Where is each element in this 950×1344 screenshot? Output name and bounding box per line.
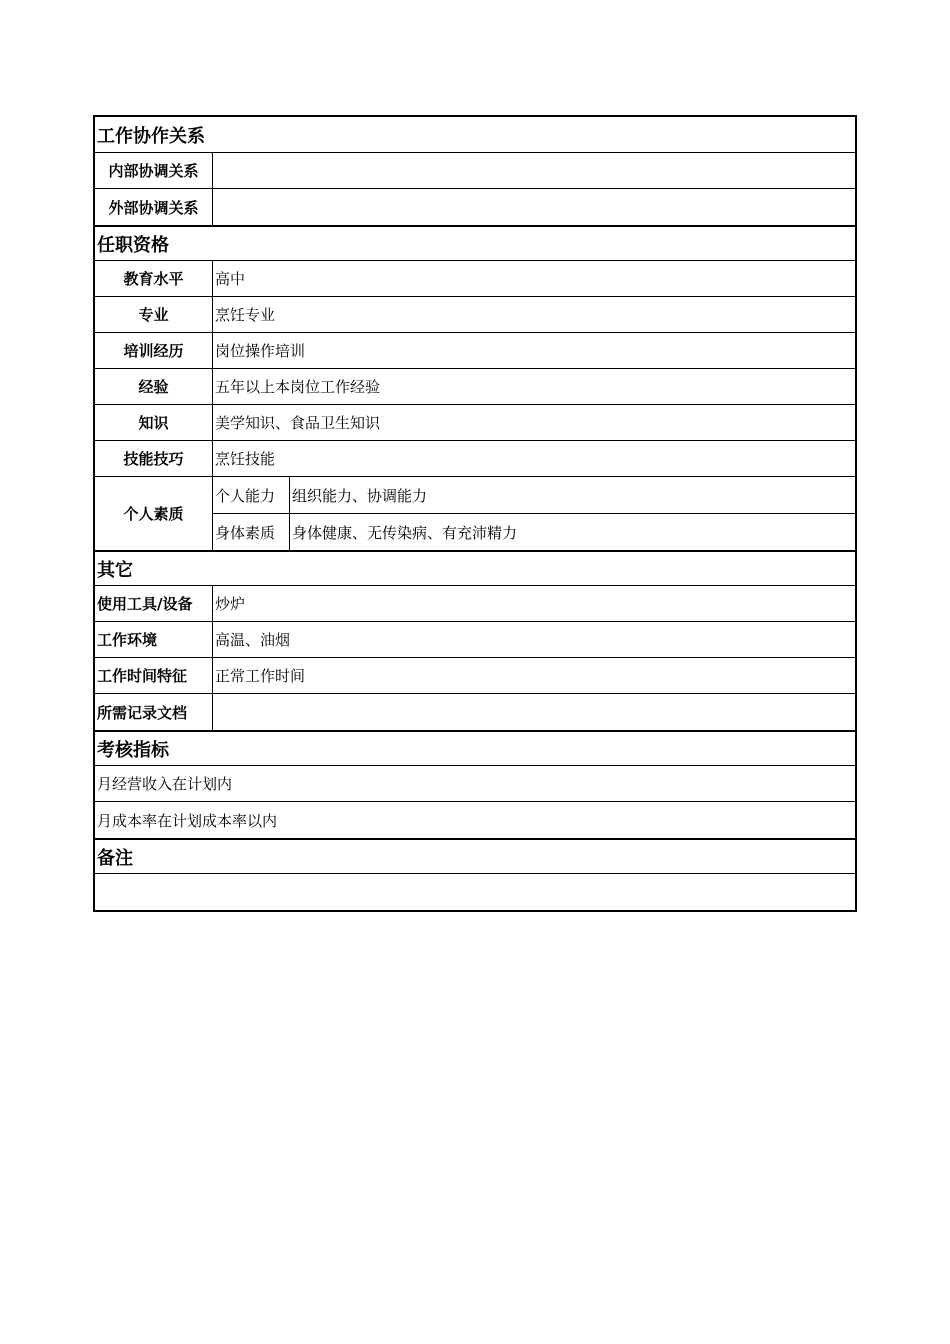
table-row (95, 622, 855, 658)
job-description-form (93, 115, 857, 912)
row-value: 高中 (215, 270, 246, 288)
row-value (213, 694, 855, 730)
personal-subrow (213, 477, 855, 513)
row-value: 烹饪技能 (215, 450, 276, 468)
row-label: 外部协调关系 (95, 189, 213, 225)
remarks-value (95, 874, 855, 910)
kpi-text: 月成本率在计划成本率以内 (97, 811, 278, 830)
row-label: 使用工具/设备 (95, 586, 213, 621)
personal-subrow-value: 组织能力、协调能力 (292, 486, 428, 505)
table-row (95, 405, 855, 441)
row-label: 技能技巧 (95, 441, 213, 476)
row-value: 高温、油烟 (215, 631, 291, 649)
row-label: 知识 (95, 405, 213, 440)
section-title-other: 其它 (95, 550, 855, 586)
row-label: 工作时间特征 (95, 658, 213, 693)
kpi-item (95, 766, 855, 802)
personal-subrow (213, 513, 855, 550)
kpi-text: 月经营收入在计划内 (97, 775, 233, 793)
kpi-item (95, 802, 855, 838)
table-row (95, 297, 855, 333)
section-title-qualifications: 任职资格 (95, 225, 855, 261)
section-title-cooperation: 工作协作关系 (95, 117, 855, 153)
section-title-remarks: 备注 (95, 838, 855, 874)
row-label: 专业 (95, 297, 213, 332)
table-row (95, 658, 855, 694)
row-label: 所需记录文档 (95, 694, 213, 730)
row-value: 炒炉 (215, 595, 246, 613)
row-label: 工作环境 (95, 622, 213, 657)
row-value (213, 189, 855, 225)
section-title-kpi: 考核指标 (95, 730, 855, 766)
personal-quality-row (95, 477, 855, 550)
row-label: 教育水平 (95, 261, 213, 296)
table-row (95, 369, 855, 405)
row-value: 五年以上本岗位工作经验 (215, 378, 381, 396)
row-label: 培训经历 (95, 333, 213, 368)
personal-quality-label: 个人素质 (95, 477, 213, 550)
personal-subrow-label: 个人能力 (213, 477, 290, 513)
row-value: 正常工作时间 (215, 667, 306, 685)
row-value: 美学知识、食品卫生知识 (215, 414, 381, 432)
row-label: 经验 (95, 369, 213, 404)
row-value: 烹饪专业 (215, 306, 276, 324)
personal-subrow-value: 身体健康、无传染病、有充沛精力 (292, 523, 518, 542)
row-value (213, 153, 855, 188)
table-row (95, 189, 855, 225)
table-row (95, 694, 855, 730)
remarks-row (95, 874, 855, 910)
table-row (95, 333, 855, 369)
table-row (95, 586, 855, 622)
personal-quality-subrows (213, 477, 855, 550)
personal-subrow-label: 身体素质 (213, 514, 290, 550)
table-row (95, 441, 855, 477)
row-label: 内部协调关系 (95, 153, 213, 188)
row-value: 岗位操作培训 (215, 342, 306, 360)
table-row (95, 153, 855, 189)
table-row (95, 261, 855, 297)
